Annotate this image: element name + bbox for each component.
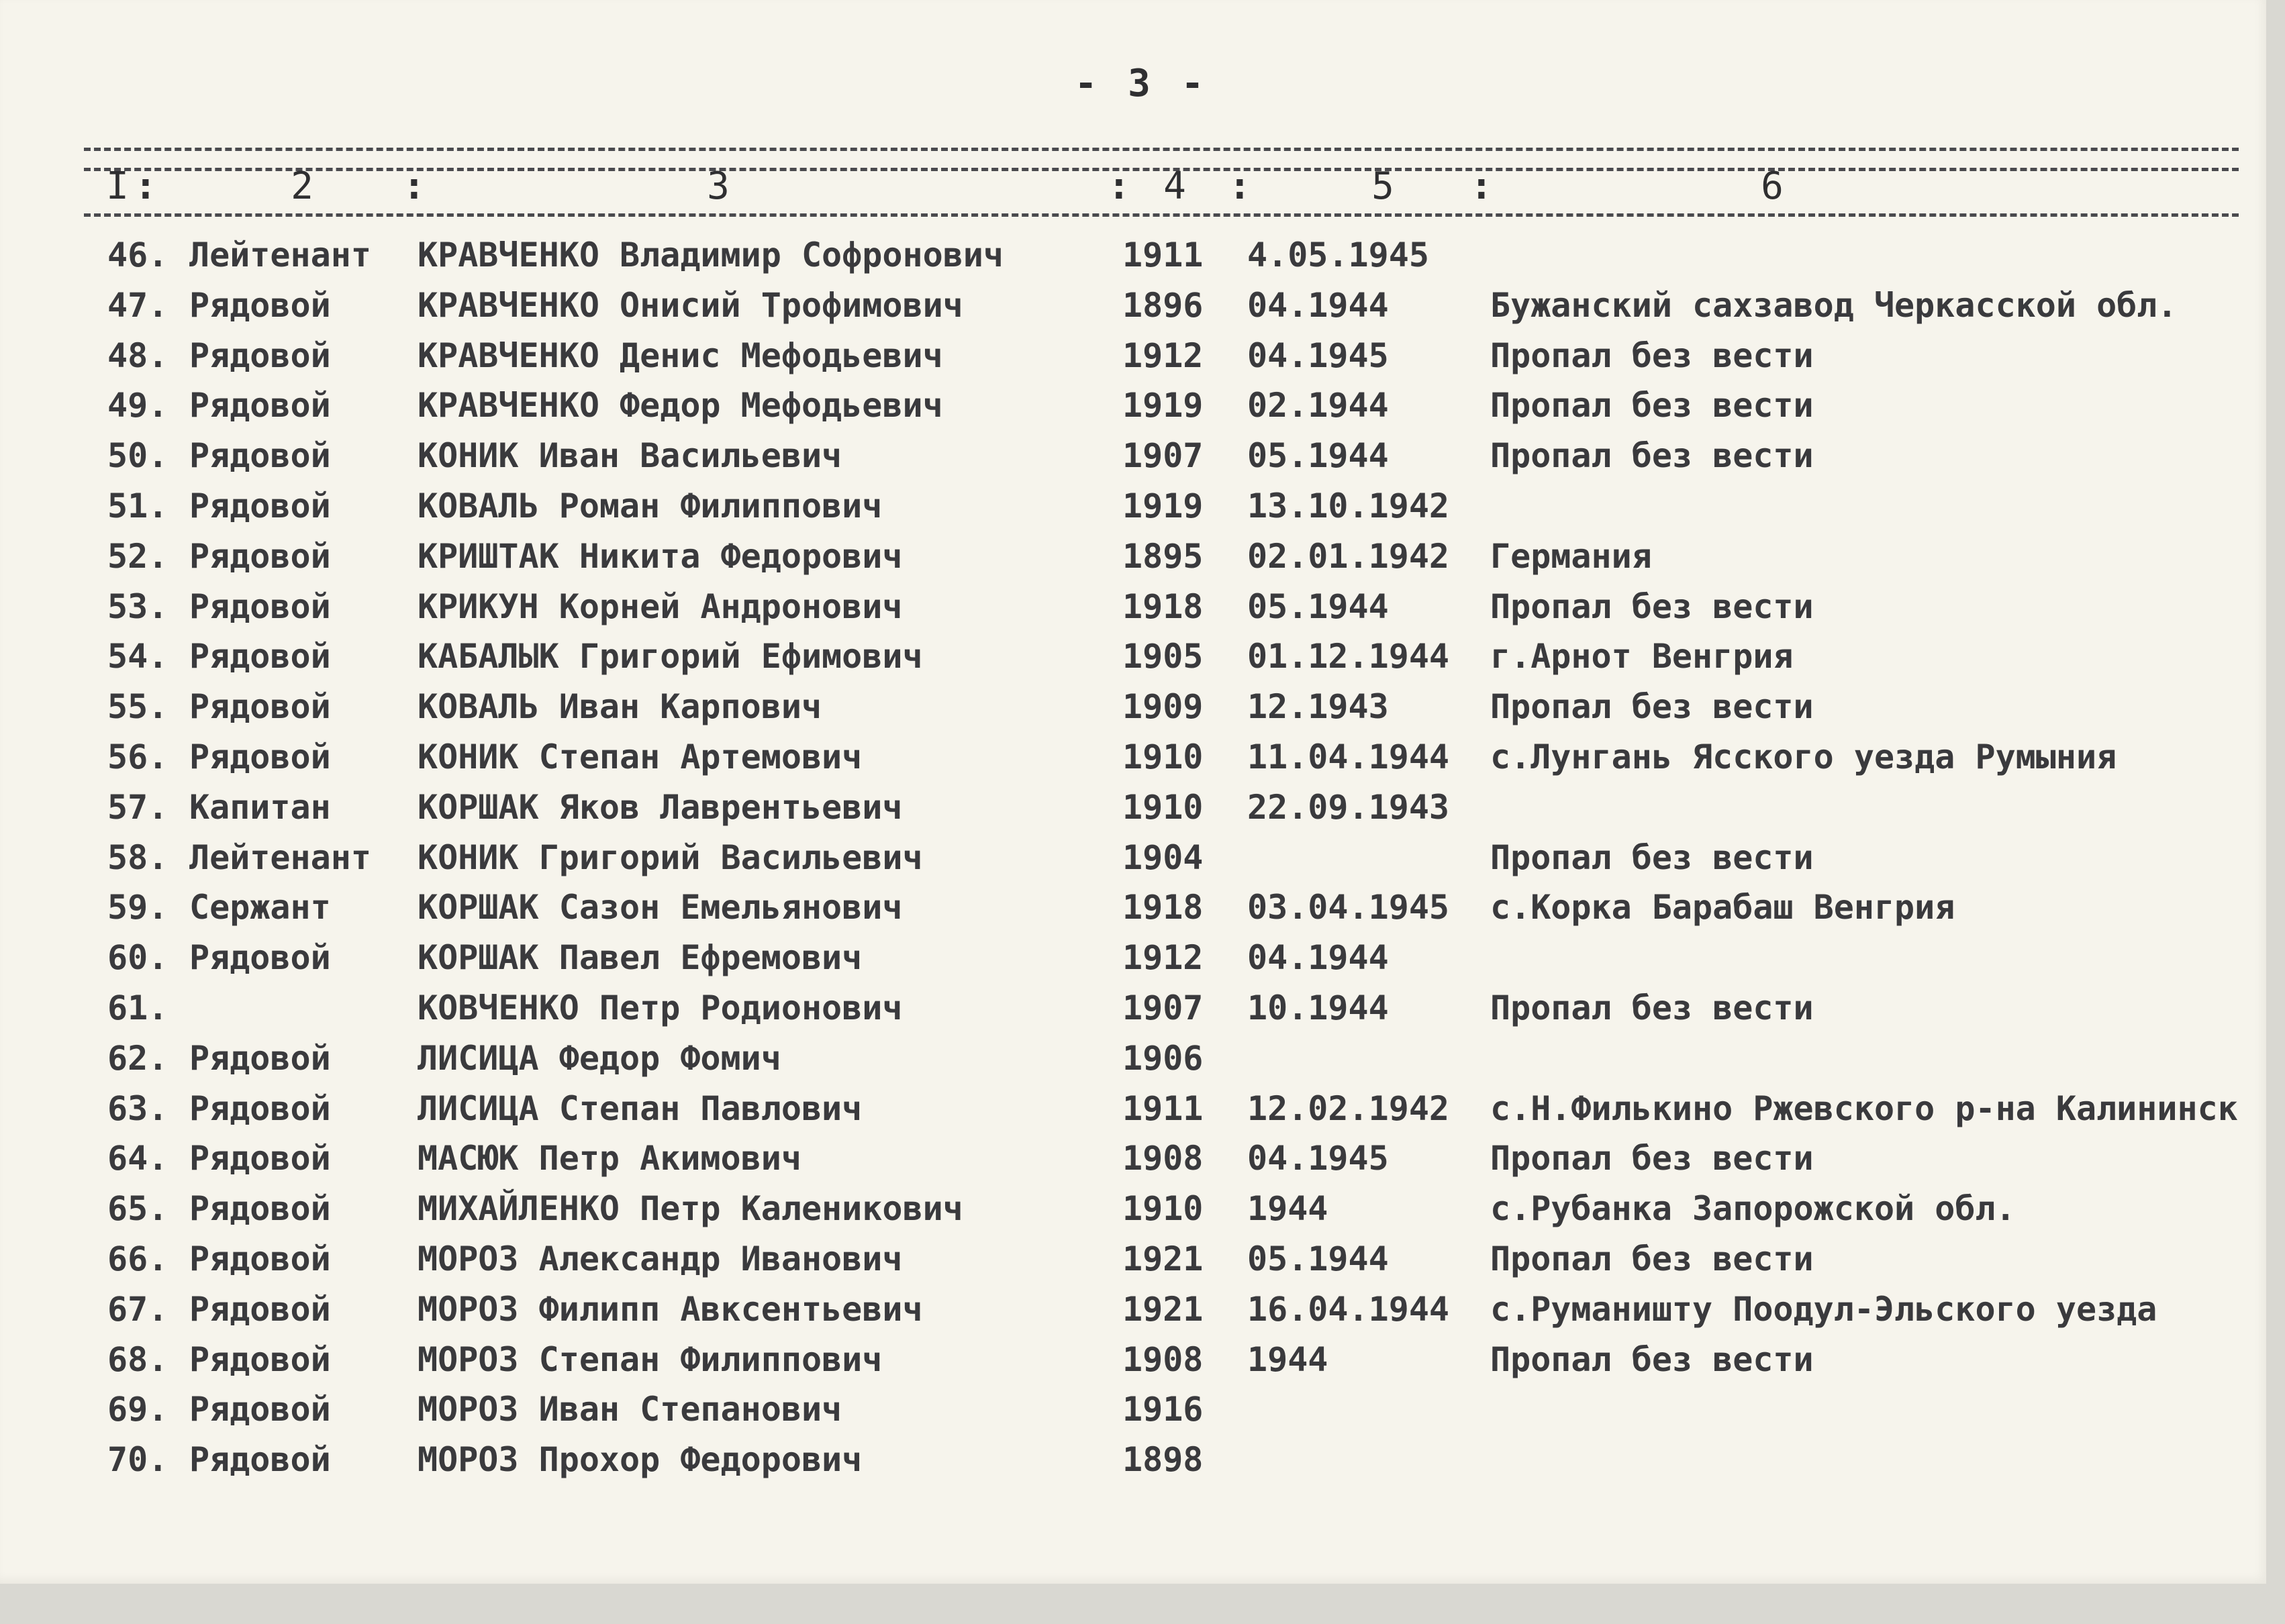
row-note: с.Рубанка Запорожской обл.	[1490, 1189, 2016, 1229]
row-name: КАБАЛЫК Григорий Ефимович	[418, 637, 923, 676]
row-birth-year: 1896	[1122, 285, 1204, 325]
row-name: КОВАЛЬ Роман Филиппович	[418, 486, 883, 525]
page-number: - 3 -	[1074, 62, 1208, 105]
row-rank: Рядовой	[189, 1339, 331, 1379]
row-name: КОВАЛЬ Иван Карпович	[418, 687, 822, 727]
row-birth-year: 1911	[1122, 236, 1204, 274]
row-note: Бужанский сахзавод Черкасской обл.	[1490, 285, 2178, 325]
row-name: МОРОЗ Александр Иванович	[418, 1239, 903, 1278]
row-name: КОНИК Григорий Васильевич	[418, 838, 923, 877]
row-note: Пропал без вести	[1490, 988, 1814, 1027]
row-rank: Рядовой	[189, 1038, 331, 1078]
row-name: КРИКУН Корней Андронович	[418, 587, 903, 626]
row-name: КОРШАК Яков Лаврентьевич	[418, 787, 903, 827]
row-birth-year: 1907	[1122, 988, 1204, 1027]
row-name: КОНИК Степан Артемович	[418, 737, 863, 776]
table-row	[0, 884, 2266, 934]
row-note: Пропал без вести	[1490, 386, 1814, 425]
row-number: 52.	[107, 536, 168, 576]
row-birth-year: 1908	[1122, 1339, 1204, 1379]
row-number: 54.	[107, 637, 168, 676]
table-row	[0, 1436, 2266, 1486]
column-separator: :	[403, 164, 426, 208]
row-number: 56.	[107, 737, 168, 776]
row-number: 62.	[107, 1038, 168, 1078]
row-note: Пропал без вести	[1490, 1139, 1814, 1178]
row-birth-year: 1916	[1122, 1390, 1204, 1429]
table-row	[0, 633, 2266, 683]
row-name: МИХАЙЛЕНКО Петр Каленикович	[418, 1189, 963, 1229]
row-rank: Сержант	[189, 888, 331, 927]
row-birth-year: 1921	[1122, 1289, 1204, 1329]
row-note: Пропал без вести	[1490, 436, 1814, 476]
row-rank: Рядовой	[189, 737, 331, 776]
table-row	[0, 1386, 2266, 1436]
row-name: КРАВЧЕНКО Владимир Софронович	[418, 236, 1004, 274]
row-name: КОРШАК Павел Ефремович	[418, 938, 863, 978]
row-rank: Рядовой	[189, 1239, 331, 1278]
row-birth-year: 1910	[1122, 1189, 1204, 1229]
row-birth-year: 1908	[1122, 1139, 1204, 1178]
row-number: 50.	[107, 436, 168, 476]
row-number: 66.	[107, 1239, 168, 1278]
row-birth-year: 1918	[1122, 888, 1204, 927]
column-separator: :	[134, 164, 157, 208]
row-note: Пропал без вести	[1490, 1239, 1814, 1278]
table-row	[0, 784, 2266, 834]
table-row	[0, 1185, 2266, 1235]
table-row	[0, 733, 2266, 784]
row-rank: Рядовой	[189, 938, 331, 978]
row-number: 59.	[107, 888, 168, 927]
row-date: 05.1944	[1247, 436, 1389, 476]
row-name: КРАВЧЕНКО Онисий Трофимович	[418, 285, 963, 325]
row-rank: Рядовой	[189, 587, 331, 626]
row-name: КОРШАК Сазон Емельянович	[418, 888, 903, 927]
row-rank: Рядовой	[189, 1088, 331, 1128]
table-row	[0, 834, 2266, 884]
row-name: ЛИСИЦА Федор Фомич	[418, 1038, 781, 1078]
row-name: МОРОЗ Степан Филиппович	[418, 1339, 883, 1379]
row-date: 03.04.1945	[1247, 888, 1450, 927]
row-name: МАСЮК Петр Акимович	[418, 1139, 801, 1178]
column-header-6: 6	[1761, 164, 1784, 208]
row-birth-year: 1921	[1122, 1239, 1204, 1278]
row-name: КРАВЧЕНКО Денис Мефодьевич	[418, 336, 943, 375]
table-row	[0, 1035, 2266, 1085]
row-birth-year: 1919	[1122, 386, 1204, 425]
row-date: 01.12.1944	[1247, 637, 1450, 676]
row-birth-year: 1895	[1122, 536, 1204, 576]
row-rank: Рядовой	[189, 486, 331, 525]
column-header-1: I	[106, 164, 129, 208]
row-number: 61.	[107, 988, 168, 1027]
row-rank: Рядовой	[189, 1390, 331, 1429]
row-date: 12.1943	[1247, 687, 1389, 727]
row-number: 70.	[107, 1440, 168, 1480]
row-date: 05.1944	[1247, 587, 1389, 626]
row-rank: Рядовой	[189, 436, 331, 476]
row-rank: Рядовой	[189, 285, 331, 325]
column-header-4: 4	[1163, 164, 1186, 208]
row-number: 48.	[107, 336, 168, 375]
row-date: 11.04.1944	[1247, 737, 1450, 776]
row-birth-year: 1907	[1122, 436, 1204, 476]
table-row	[0, 432, 2266, 483]
row-number: 64.	[107, 1139, 168, 1178]
table-row	[0, 1286, 2266, 1336]
row-number: 55.	[107, 687, 168, 727]
row-birth-year: 1904	[1122, 838, 1204, 877]
row-number: 47.	[107, 285, 168, 325]
table-row	[0, 583, 2266, 633]
row-name: КОВЧЕНКО Петр Родионович	[418, 988, 903, 1027]
row-date: 4.05.1945	[1247, 236, 1429, 274]
table-row	[0, 483, 2266, 533]
row-note: Германия	[1490, 536, 1652, 576]
row-rank: Рядовой	[189, 536, 331, 576]
row-birth-year: 1912	[1122, 336, 1204, 375]
column-header-2: 2	[291, 164, 313, 208]
row-rank: Рядовой	[189, 1289, 331, 1329]
row-date: 22.09.1943	[1247, 787, 1450, 827]
row-rank: Капитан	[189, 787, 331, 827]
column-header-3: 3	[707, 164, 730, 208]
row-number: 49.	[107, 386, 168, 425]
row-rank: Рядовой	[189, 1189, 331, 1229]
row-birth-year: 1911	[1122, 1088, 1204, 1128]
row-date: 1944	[1247, 1189, 1328, 1229]
row-date: 1944	[1247, 1339, 1328, 1379]
row-number: 46.	[107, 236, 168, 274]
table-row	[0, 533, 2266, 583]
row-birth-year: 1906	[1122, 1038, 1204, 1078]
column-separator: :	[1228, 164, 1251, 208]
row-note: Пропал без вести	[1490, 687, 1814, 727]
row-date: 04.1945	[1247, 1139, 1389, 1178]
table-row	[0, 984, 2266, 1035]
column-header-5: 5	[1371, 164, 1394, 208]
row-number: 57.	[107, 787, 168, 827]
table-row	[0, 1135, 2266, 1185]
row-name: МОРОЗ Прохор Федорович	[418, 1440, 863, 1480]
row-number: 69.	[107, 1390, 168, 1429]
table-row	[0, 1235, 2266, 1286]
column-separator: :	[1108, 164, 1130, 208]
row-date: 13.10.1942	[1247, 486, 1450, 525]
row-birth-year: 1912	[1122, 938, 1204, 978]
table-row	[0, 934, 2266, 984]
row-number: 63.	[107, 1088, 168, 1128]
row-birth-year: 1905	[1122, 637, 1204, 676]
row-name: КОНИК Иван Васильевич	[418, 436, 842, 476]
row-date: 04.1944	[1247, 285, 1389, 325]
row-date: 12.02.1942	[1247, 1088, 1450, 1128]
row-number: 60.	[107, 938, 168, 978]
row-note: Пропал без вести	[1490, 1339, 1814, 1379]
row-date: 04.1945	[1247, 336, 1389, 375]
row-number: 53.	[107, 587, 168, 626]
row-number: 67.	[107, 1289, 168, 1329]
row-birth-year: 1909	[1122, 687, 1204, 727]
row-name: МОРОЗ Иван Степанович	[418, 1390, 842, 1429]
row-name: МОРОЗ Филипп Авксентьевич	[418, 1289, 923, 1329]
table-row	[0, 683, 2266, 733]
row-date: 02.1944	[1247, 386, 1389, 425]
table-row	[0, 282, 2266, 332]
row-name: КРАВЧЕНКО Федор Мефодьевич	[418, 386, 943, 425]
row-rank: Рядовой	[189, 336, 331, 375]
row-rank: Рядовой	[189, 1440, 331, 1480]
row-number: 58.	[107, 838, 168, 877]
row-date: 05.1944	[1247, 1239, 1389, 1278]
row-note: с.Корка Барабаш Венгрия	[1490, 888, 1955, 927]
row-rank: Рядовой	[189, 386, 331, 425]
column-separator: :	[1470, 164, 1493, 208]
row-note: с.Н.Филькино Ржевского р-на Калининск	[1490, 1088, 2238, 1128]
row-birth-year: 1919	[1122, 486, 1204, 525]
row-note: Пропал без вести	[1490, 336, 1814, 375]
row-rank: Лейтенант	[189, 236, 371, 274]
row-birth-year: 1918	[1122, 587, 1204, 626]
header-rule-bottom	[84, 213, 2239, 217]
table-row	[0, 382, 2266, 432]
record-list	[0, 232, 2266, 1486]
table-row	[0, 332, 2266, 383]
row-rank: Рядовой	[189, 687, 331, 727]
row-note: с.Лунгань Ясского уезда Румыния	[1490, 737, 2117, 776]
row-note: Пропал без вести	[1490, 587, 1814, 626]
column-header-row	[0, 164, 2266, 211]
table-row	[0, 232, 2266, 282]
row-date: 04.1944	[1247, 938, 1389, 978]
row-date: 02.01.1942	[1247, 536, 1450, 576]
row-number: 51.	[107, 486, 168, 525]
row-note: Пропал без вести	[1490, 838, 1814, 877]
table-row	[0, 1085, 2266, 1135]
row-rank: Рядовой	[189, 1139, 331, 1178]
row-birth-year: 1910	[1122, 737, 1204, 776]
row-number: 68.	[107, 1339, 168, 1379]
row-name: ЛИСИЦА Степан Павлович	[418, 1088, 863, 1128]
row-date: 16.04.1944	[1247, 1289, 1450, 1329]
row-birth-year: 1898	[1122, 1440, 1204, 1480]
row-note: с.Руманишту Поодул-Эльского уезда	[1490, 1289, 2157, 1329]
header-rule-top	[84, 148, 2239, 151]
row-name: КРИШТАК Никита Федорович	[418, 536, 903, 576]
row-rank: Лейтенант	[189, 838, 371, 877]
row-note: г.Арнот Венгрия	[1490, 637, 1794, 676]
row-date: 10.1944	[1247, 988, 1389, 1027]
row-birth-year: 1910	[1122, 787, 1204, 827]
table-row	[0, 1336, 2266, 1386]
row-number: 65.	[107, 1189, 168, 1229]
row-rank: Рядовой	[189, 637, 331, 676]
